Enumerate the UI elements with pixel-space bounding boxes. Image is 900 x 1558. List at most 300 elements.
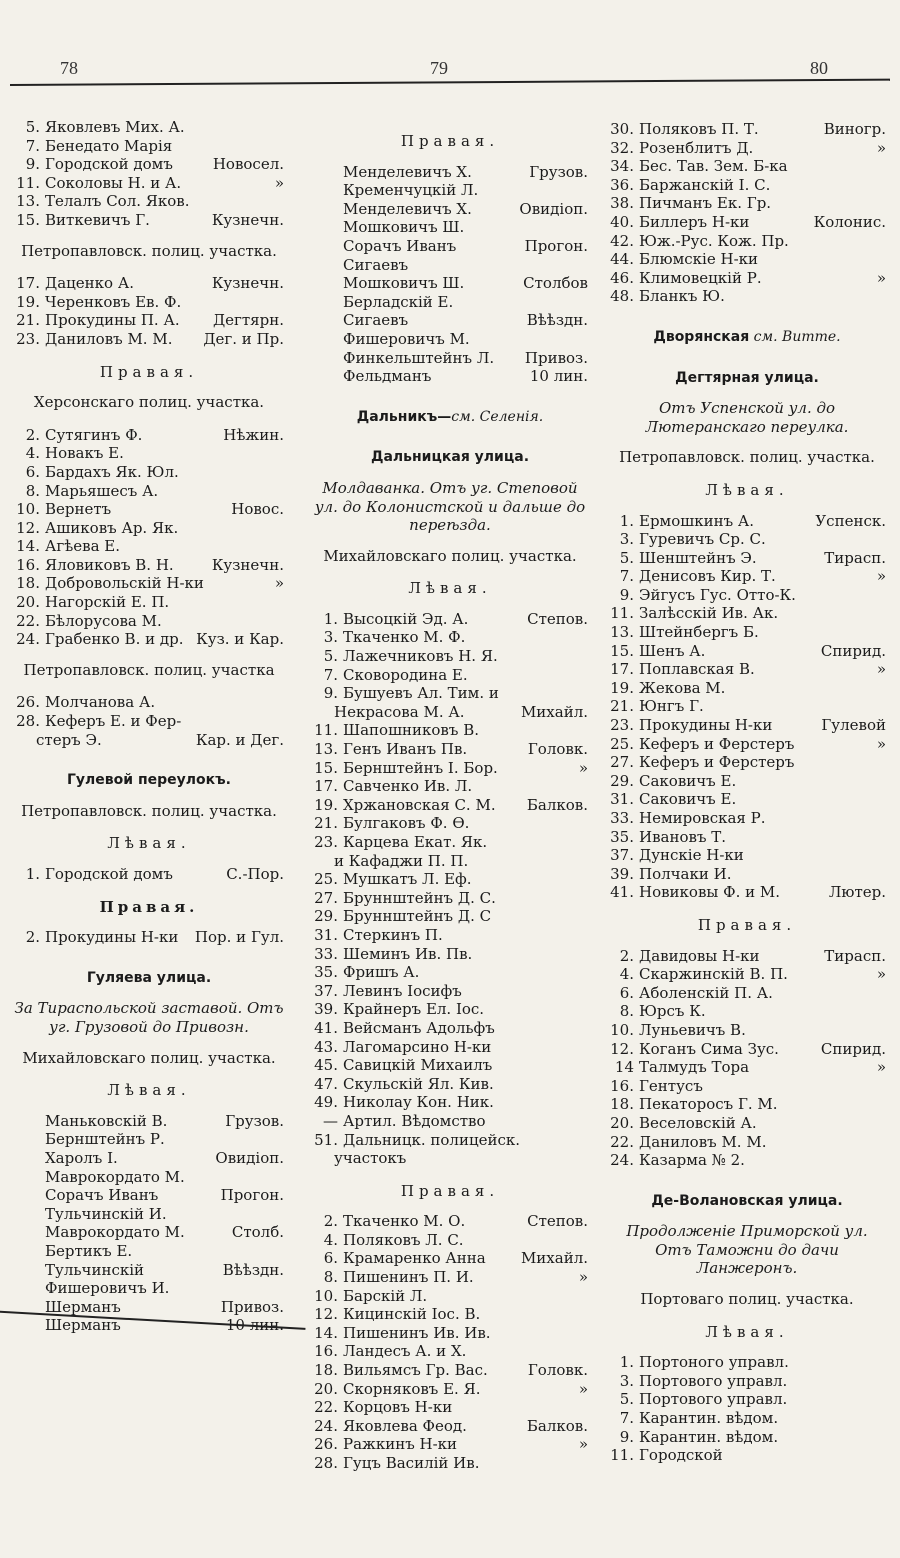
owner-name: Харолъ І. [45, 1148, 118, 1167]
house-number: 31. [610, 790, 634, 809]
cross-street: Лютер. [828, 883, 886, 902]
owner-name: Бертикъ Е. [45, 1241, 133, 1260]
directory-entry [14, 865, 284, 884]
cross-street: Кузнечн. [211, 555, 284, 574]
directory-entry [608, 1353, 886, 1372]
directory-entry [312, 1305, 588, 1324]
owner-name: Юж.-Рус. Кож. Пр. [639, 231, 789, 250]
owner-name: Портоного управл. [639, 1353, 789, 1372]
directory-entry [312, 330, 588, 349]
police-district: Петропавловск. полиц. участка. [21, 801, 277, 820]
owner-name: Стеркинъ П. [343, 925, 443, 944]
cross-street: Привоз. [220, 1297, 284, 1316]
house-number: 48. [610, 287, 634, 306]
house-number: 21. [16, 311, 40, 330]
house-number: 16. [16, 555, 40, 574]
house-number: 28. [314, 1454, 338, 1472]
owner-name: Мошковичъ Ш. [343, 274, 465, 293]
street-name: Дегтярная улица. [675, 369, 819, 386]
house-number: 6. [25, 462, 40, 481]
owner-name: Давидовы Н-ки [639, 946, 760, 965]
cross-street [584, 721, 588, 740]
owner-name: Портового управл. [639, 1390, 788, 1409]
owner-name: Соколовы Н. и А. [45, 173, 182, 192]
owner-name: Блюмскіе Н-ки [639, 250, 759, 269]
house-number [312, 181, 343, 200]
house-number: 5. [25, 118, 40, 136]
directory-entry [312, 740, 588, 759]
cross-street [584, 982, 588, 1001]
owner-name: Ражкинъ Н-ки [343, 1435, 458, 1454]
house-number: 19. [16, 292, 40, 311]
directory-entry [14, 1168, 284, 1187]
owner-name: Сорачъ Иванъ [343, 236, 457, 255]
directory-entry [608, 1077, 886, 1096]
house-number: 12. [16, 518, 40, 537]
directory-entry [608, 269, 886, 288]
house-number: 6. [619, 983, 634, 1002]
house-number: 9. [619, 585, 634, 604]
directory-entry [14, 293, 284, 312]
house-number: 10. [314, 1286, 338, 1305]
page-number-right: 80 [810, 58, 828, 78]
owner-name: Ермошкинъ А. [639, 511, 755, 530]
owner-name: Карантин. вѣдом. [639, 1409, 779, 1428]
owner-name: Прокудины Н-ки [639, 716, 773, 735]
owner-name: Бруннштейнъ Д. С. [343, 888, 496, 907]
owner-name: Ткаченко М. О. [343, 1212, 466, 1231]
owner-name: Кременчуцкій Л. [343, 181, 479, 200]
house-number [14, 1149, 45, 1168]
directory-entry [312, 1131, 588, 1150]
owner-name: Шенштейнъ Э. [639, 548, 757, 567]
cross-street [584, 814, 588, 833]
cross-street [584, 907, 588, 926]
directory-entry [14, 1261, 284, 1280]
directory-entry [14, 1112, 284, 1131]
owner-name: Аболенскій П. А. [639, 983, 773, 1002]
house-number: 40. [610, 212, 634, 231]
cross-street: Степов. [527, 609, 588, 628]
cross-street: Прогон. [220, 1186, 284, 1205]
cross-street: » [876, 734, 886, 753]
owner-name: Некрасова М. А. [334, 702, 465, 721]
directory-entry [14, 630, 284, 649]
directory-entry [608, 586, 886, 605]
cross-street [584, 1019, 588, 1038]
owner-name: Казарма № 2. [639, 1151, 745, 1170]
cross-street [584, 256, 588, 275]
column-3 [608, 120, 886, 1465]
owner-name: Фишеровичъ И. [45, 1279, 170, 1298]
directory-entry [608, 549, 886, 568]
owner-name: Шерманъ [45, 1297, 121, 1316]
cross-street [280, 1242, 284, 1261]
house-number: 41. [610, 883, 634, 902]
owner-name: Бес. Тав. Зем. Б-ка [639, 157, 788, 176]
cross-street [584, 1305, 588, 1324]
directory-entry [312, 1000, 588, 1019]
owner-name: Мушкатъ Л. Еф. [343, 870, 472, 889]
directory-entry [312, 870, 588, 889]
cross-street: Овидіоп. [215, 1148, 284, 1167]
house-number: 1. [619, 1353, 634, 1372]
cross-street [280, 118, 284, 137]
cross-street [584, 1112, 588, 1131]
directory-entry [312, 777, 588, 796]
cross-street: » [876, 138, 886, 157]
owner-name: Бернштейнъ І. Бор. [343, 758, 498, 777]
owner-name: Лажечниковъ Н. Я. [343, 647, 498, 666]
house-number: 33. [610, 809, 634, 827]
directory-entry [608, 679, 886, 698]
cross-street [882, 250, 886, 269]
house-number: 29. [314, 907, 338, 926]
house-number: 19. [314, 795, 338, 814]
cross-street [280, 712, 284, 731]
house-number: 35. [610, 827, 634, 846]
owner-name: Шапошниковъ В. [343, 721, 479, 740]
house-number: 41. [314, 1018, 338, 1037]
owner-name: Дальницк. полицейск. [343, 1130, 521, 1149]
street-heading [14, 771, 284, 790]
directory-entry [312, 1380, 588, 1399]
directory-entry [14, 118, 284, 137]
cross-street [882, 1151, 886, 1170]
house-number: 26. [314, 1435, 338, 1454]
owner-name: Скорняковъ Е. Я. [343, 1379, 481, 1398]
house-number: 5. [619, 548, 634, 567]
directory-entry [312, 926, 588, 945]
house-number: 16. [610, 1076, 634, 1095]
street-heading [608, 1192, 886, 1211]
cross-street [882, 287, 886, 306]
house-number: 19. [610, 678, 634, 697]
cross-street: » [876, 965, 886, 984]
house-number [312, 256, 343, 275]
house-number: 12. [314, 1305, 338, 1324]
directory-entry [14, 574, 284, 593]
cross-street [882, 809, 886, 828]
directory-entry [608, 512, 886, 531]
cross-street [280, 612, 284, 631]
owner-name: Бланкъ Ю. [639, 287, 725, 306]
cross-street: Спирид. [820, 641, 886, 660]
street-heading [312, 408, 588, 427]
house-number [312, 367, 343, 386]
house-number: 24. [610, 1151, 634, 1170]
directory-entry [608, 809, 886, 828]
directory-entry [14, 311, 284, 330]
owner-name: Агѣева Е. [45, 537, 121, 556]
directory-entry [312, 833, 588, 852]
directory-entry [608, 984, 886, 1003]
cross-street [882, 828, 886, 847]
entry-continuation [14, 731, 284, 750]
owner-name: и Кафаджи П. П. [334, 851, 469, 870]
house-number: — [323, 1111, 338, 1130]
owner-name: Бардахъ Як. Юл. [45, 462, 179, 481]
house-number: 39. [610, 864, 634, 883]
house-number: 14. [16, 537, 40, 556]
owner-name: Фишеровичъ М. [343, 329, 470, 348]
house-number: 34. [610, 157, 634, 176]
owner-name: Немировская Р. [639, 809, 766, 827]
directory-entry [608, 530, 886, 549]
directory-entry [14, 482, 284, 501]
owner-name: Даниловъ М. М. [639, 1132, 767, 1151]
directory-entry [608, 735, 886, 754]
owner-name: Фельдманъ [343, 367, 432, 386]
directory-entry [312, 218, 588, 237]
house-number [14, 1130, 45, 1149]
cross-street: Грузов. [225, 1111, 284, 1130]
house-number: 1. [323, 609, 338, 628]
owner-name: Добровольскій Н-ки [45, 574, 204, 593]
column-2 [312, 118, 588, 1473]
directory-entry [312, 1212, 588, 1231]
owner-name: Кеферъ и Ферстеръ [639, 753, 795, 772]
cross-street [280, 444, 284, 463]
house-number: 1. [619, 511, 634, 530]
directory-entry [608, 790, 886, 809]
owner-name: Марьяшесъ А. [45, 481, 159, 500]
directory-entry [312, 1287, 588, 1306]
owner-name: Саковичъ Е. [639, 771, 737, 790]
owner-name: Яловиковъ В. Н. [45, 555, 174, 574]
cross-street: Дег. и Пр. [203, 329, 284, 348]
house-number: 22. [16, 611, 40, 630]
cross-street [584, 1231, 588, 1250]
directory-entry [312, 237, 588, 256]
house-number: 17. [314, 777, 338, 796]
house-number: 10. [16, 500, 40, 519]
cross-street [584, 1454, 588, 1473]
house-number: 3. [619, 1371, 634, 1390]
directory-entry [608, 772, 886, 791]
directory-entry [14, 693, 284, 712]
directory-entry [14, 426, 284, 445]
house-number [14, 1242, 45, 1261]
cross-street [882, 1390, 886, 1409]
owner-name: Прокудины Н-ки [45, 928, 179, 947]
directory-entry [608, 965, 886, 984]
cross-street [584, 963, 588, 982]
cross-street [584, 181, 588, 200]
side-heading: Лѣвая. [705, 1322, 789, 1341]
owner-name: Николау Кон. Ник. [343, 1093, 494, 1112]
directory-entry [14, 500, 284, 519]
house-number [312, 293, 343, 312]
house-number: 23. [16, 329, 40, 348]
owner-name: Саковичъ Е. [639, 790, 737, 809]
owner-name: Булгаковъ Ф. Ѳ. [343, 814, 470, 833]
house-number [312, 218, 343, 237]
owner-name: Денисовъ Кир. Т. [639, 567, 776, 586]
house-number: 43. [314, 1037, 338, 1056]
directory-entry [14, 1205, 284, 1224]
house-number: 51. [314, 1130, 338, 1149]
house-number [14, 1168, 45, 1187]
house-number: 6. [323, 1249, 338, 1268]
directory-entry [312, 367, 588, 386]
directory-entry [608, 1409, 886, 1428]
directory-entry [312, 1093, 588, 1112]
house-number: 37. [314, 981, 338, 1000]
cross-street: » [578, 1379, 588, 1398]
cross-street: 10 лин. [529, 367, 588, 386]
cross-street [584, 945, 588, 964]
street-name: Дворянская [653, 328, 750, 345]
house-number: 4. [619, 965, 634, 984]
house-number: 27. [610, 753, 634, 772]
directory-entry [608, 753, 886, 772]
directory-entry [312, 684, 588, 703]
house-number: 5. [619, 1390, 634, 1409]
cross-street [280, 192, 284, 211]
owner-name: Тульчинскій [45, 1260, 145, 1279]
owner-name: Сутягинъ Ф. [45, 425, 143, 444]
directory-entry [14, 274, 284, 293]
directory-entry [14, 519, 284, 538]
directory-entry [14, 444, 284, 463]
cross-street [882, 772, 886, 791]
owner-name: Яковлева Феод. [343, 1416, 467, 1435]
directory-entry [14, 1223, 284, 1242]
house-number: 4. [25, 444, 40, 463]
owner-name: Савицкій Михаилъ [343, 1056, 493, 1075]
owner-name: Вильямсъ Гр. Вас. [343, 1361, 488, 1380]
owner-name: Тульчинскій И. [45, 1204, 167, 1223]
house-number: 20. [610, 1113, 634, 1132]
house-number: 11. [610, 1446, 634, 1465]
owner-name: Менделевичъ Х. [343, 199, 472, 218]
owner-name: стеръ Э. [36, 730, 102, 749]
house-number: 25. [610, 734, 634, 753]
house-number: 11. [314, 721, 338, 740]
house-number: 15. [16, 210, 40, 229]
owner-name: Юрсъ К. [639, 1002, 706, 1021]
owner-name: Сковородина Е. [343, 665, 468, 684]
directory-entry [312, 1268, 588, 1287]
house-number: 42. [610, 231, 634, 250]
house-number: 8. [323, 1268, 338, 1287]
house-number: 15. [610, 641, 634, 660]
owner-name: Гуцъ Василій Ив. [343, 1454, 480, 1472]
cross-street [882, 1114, 886, 1133]
cross-street [584, 218, 588, 237]
cross-street: » [578, 758, 588, 777]
house-number: 13. [16, 192, 40, 211]
directory-entry [14, 155, 284, 174]
house-number: 5. [323, 647, 338, 666]
house-number: 7. [323, 665, 338, 684]
cross-street: Гулевой [821, 716, 886, 735]
house-number: 33. [314, 944, 338, 963]
owner-name: Берладскій Е. [343, 292, 454, 311]
cross-street [882, 1002, 886, 1021]
cross-street: Кузнечн. [211, 274, 284, 293]
owner-name: Молчанова А. [45, 693, 156, 712]
cross-street [584, 684, 588, 703]
directory-entry [14, 192, 284, 211]
directory-entry [14, 463, 284, 482]
house-number: 18. [314, 1361, 338, 1380]
side-heading: Лѣвая. [107, 834, 191, 853]
owner-name: Барскій Л. [343, 1286, 428, 1305]
cross-street [584, 1287, 588, 1306]
street-name: Дальницкая улица. [370, 449, 530, 466]
street-description: За Тираспольской заставой. Отъ уг. Грузовой до Привозн. [14, 999, 284, 1036]
directory-entry [312, 814, 588, 833]
cross-street [280, 1130, 284, 1149]
street-name: Гулевой переулокъ. [67, 772, 231, 789]
directory-entry [14, 1279, 284, 1298]
house-number: 12. [610, 1039, 634, 1058]
entry-continuation [312, 852, 588, 871]
house-number: 32. [610, 138, 634, 157]
cross-street [584, 1149, 588, 1168]
house-number: 31. [314, 925, 338, 944]
cross-street [882, 1372, 886, 1391]
owner-name: Телалъ Сол. Яков. [45, 192, 190, 211]
cross-street [882, 1077, 886, 1096]
cross-street [882, 697, 886, 716]
house-number: 23. [314, 833, 338, 851]
owner-name: Городской домъ [45, 865, 173, 883]
entry-continuation [312, 703, 588, 722]
house-number: 2. [323, 1212, 338, 1231]
directory-entry [312, 274, 588, 293]
directory-entry [608, 232, 886, 251]
directory-entry [312, 610, 588, 629]
cross-street: Дегтярн. [212, 311, 284, 330]
directory-entry [14, 593, 284, 612]
police-district: Михайловскаго полиц. участка. [323, 546, 577, 565]
directory-entry [312, 1249, 588, 1268]
directory-entry [312, 907, 588, 926]
owner-name: Карцева Екат. Як. [343, 833, 488, 851]
directory-entry [608, 883, 886, 902]
owner-name: Маврокордато М. [45, 1167, 185, 1186]
street-description: Продолженіе Приморской ул. Отъ Таможни до дачи Ланжеронъ. [626, 1222, 868, 1278]
house-number: 24. [16, 630, 40, 649]
directory-entry [312, 1056, 588, 1075]
directory-entry [312, 1231, 588, 1250]
house-number: 2. [25, 928, 40, 947]
directory-entry [312, 293, 588, 312]
house-number [14, 1205, 45, 1224]
owner-name: Эйгусъ Гус. Отто-К. [639, 585, 796, 604]
directory-entry [312, 1112, 588, 1131]
cross-street: Грузов. [529, 162, 588, 181]
directory-entry [312, 666, 588, 685]
cross-street: Кузнечн. [211, 210, 284, 229]
owner-name: Шенъ А. [639, 641, 706, 660]
cross-street [882, 1021, 886, 1040]
directory-entry [608, 1058, 886, 1077]
cross-street: Тирасп. [824, 548, 886, 567]
directory-entry [608, 157, 886, 176]
owner-name: Виткевичъ Г. [45, 210, 150, 229]
house-number [14, 1316, 45, 1335]
cross-street [882, 157, 886, 176]
cross-street: Новосел. [212, 155, 284, 174]
directory-entry [312, 759, 588, 778]
directory-entry [312, 647, 588, 666]
directory-entry [608, 1372, 886, 1391]
house-number: 46. [610, 268, 634, 287]
